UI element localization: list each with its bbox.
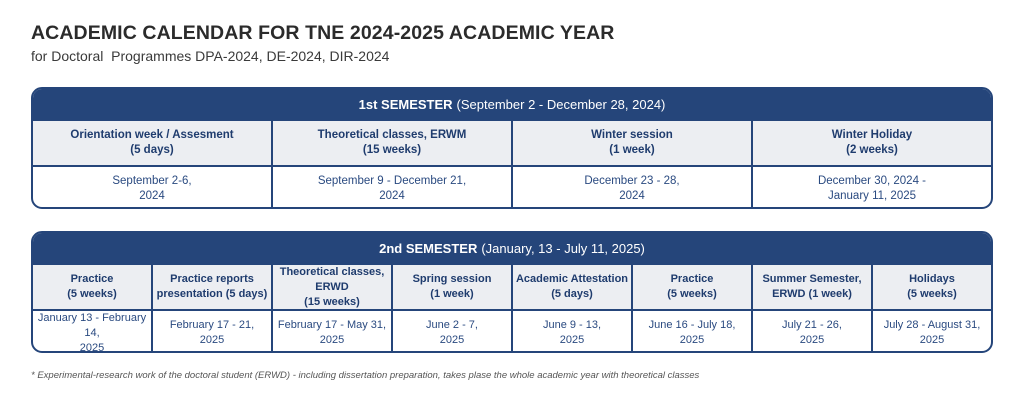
semester-2-period-row [33, 263, 991, 311]
period-duration: (15 weeks) [304, 295, 360, 308]
date-text: 2024 [619, 190, 645, 202]
period-cell [873, 265, 991, 309]
period-cell [273, 265, 393, 309]
period-name: Theoretical classes, ERWD [279, 265, 385, 293]
period-duration: (5 weeks) [67, 288, 117, 300]
period-name: Practice [670, 273, 714, 285]
period-cell [153, 265, 273, 309]
date-cell [273, 311, 393, 353]
semester-2-dates-row [33, 311, 991, 353]
semester-1-dates-row [33, 167, 991, 209]
date-text: July 21 - 26, [782, 319, 842, 331]
date-cell [33, 167, 273, 209]
period-duration: ERWD (1 week) [772, 288, 852, 300]
period-name: Practice [70, 273, 114, 285]
date-cell [273, 167, 513, 209]
date-text: 2025 [319, 334, 345, 346]
period-duration: (5 days) [130, 144, 174, 156]
semester-2-range: (January, 13 - July 11, 2025) [481, 240, 645, 256]
date-text: 2024 [139, 190, 165, 202]
date-text: February 17 - 21, [169, 319, 255, 331]
date-text: January 11, 2025 [827, 190, 917, 202]
period-duration: presentation (5 days) [156, 288, 268, 300]
period-name: Winter Holiday [831, 129, 913, 141]
date-text: 2025 [799, 334, 825, 346]
period-cell [33, 265, 153, 309]
period-name: Orientation week / Assesment [70, 129, 234, 141]
date-cell [153, 311, 273, 353]
semester-2-header [33, 233, 991, 263]
date-text: June 9 - 13, [542, 319, 602, 331]
period-name: Theoretical classes, ERWM [317, 129, 467, 141]
period-name: Spring session [412, 273, 492, 285]
period-name: Practice reports [170, 273, 254, 285]
semester-1-header [33, 89, 991, 119]
date-text: 2025 [79, 341, 105, 353]
date-cell [33, 311, 153, 353]
date-cell [513, 167, 753, 209]
period-duration: (5 weeks) [907, 288, 957, 300]
period-cell [753, 265, 873, 309]
period-name: Academic Attestation [515, 273, 629, 285]
date-text: June 16 - July 18, [648, 319, 736, 331]
date-text: 2025 [199, 334, 225, 346]
date-cell [753, 167, 991, 209]
period-cell [753, 121, 991, 165]
date-text: September 2-6, [112, 175, 192, 187]
date-cell [513, 311, 633, 353]
semester-1-range: (September 2 - December 28, 2024) [456, 96, 666, 112]
date-text: 2024 [379, 190, 405, 202]
date-text: July 28 - August 31, [883, 319, 981, 331]
semester-1-table [31, 87, 993, 209]
date-text: 2025 [919, 334, 945, 346]
semester-2-label: 2nd SEMESTER [379, 240, 478, 256]
period-cell [633, 265, 753, 309]
date-text: January 13 - February 14, [37, 311, 147, 339]
period-name: Summer Semester, [762, 273, 862, 285]
date-cell [873, 311, 991, 353]
period-duration: (15 weeks) [362, 144, 422, 156]
period-cell [393, 265, 513, 309]
period-duration: (2 weeks) [846, 144, 898, 156]
period-cell [513, 265, 633, 309]
date-text: 2025 [439, 334, 465, 346]
date-text: 2025 [679, 334, 705, 346]
date-cell [393, 311, 513, 353]
date-text: February 17 - May 31, [277, 319, 387, 331]
period-duration: (5 weeks) [667, 288, 717, 300]
semester-2-table [31, 231, 993, 353]
page-subtitle: for Doctoral Programmes DPA-2024, DE-2024, DIR-2024 [31, 48, 390, 64]
semester-1-period-row [33, 119, 991, 167]
date-text: June 2 - 7, [426, 319, 478, 331]
date-text: September 9 - December 21, [317, 175, 467, 187]
period-duration: (5 days) [551, 288, 593, 300]
footnote: * Experimental-research work of the doctoral student (ERWD) - including dissertation preparation, takes plase the whole academic year with theoretical classes [31, 370, 700, 381]
period-duration: (1 week) [609, 144, 655, 156]
period-cell [513, 121, 753, 165]
period-duration: (1 week) [430, 288, 474, 300]
date-text: December 23 - 28, [584, 175, 680, 187]
date-text: 2025 [559, 334, 585, 346]
date-cell [633, 311, 753, 353]
page-title: ACADEMIC CALENDAR FOR TNE 2024-2025 ACADEMIC YEAR [31, 22, 615, 44]
period-cell [33, 121, 273, 165]
period-name: Winter session [591, 129, 673, 141]
period-name: Holidays [909, 273, 955, 285]
date-cell [753, 311, 873, 353]
period-cell [273, 121, 513, 165]
date-text: December 30, 2024 - [817, 175, 927, 187]
semester-1-label: 1st SEMESTER [358, 96, 453, 112]
